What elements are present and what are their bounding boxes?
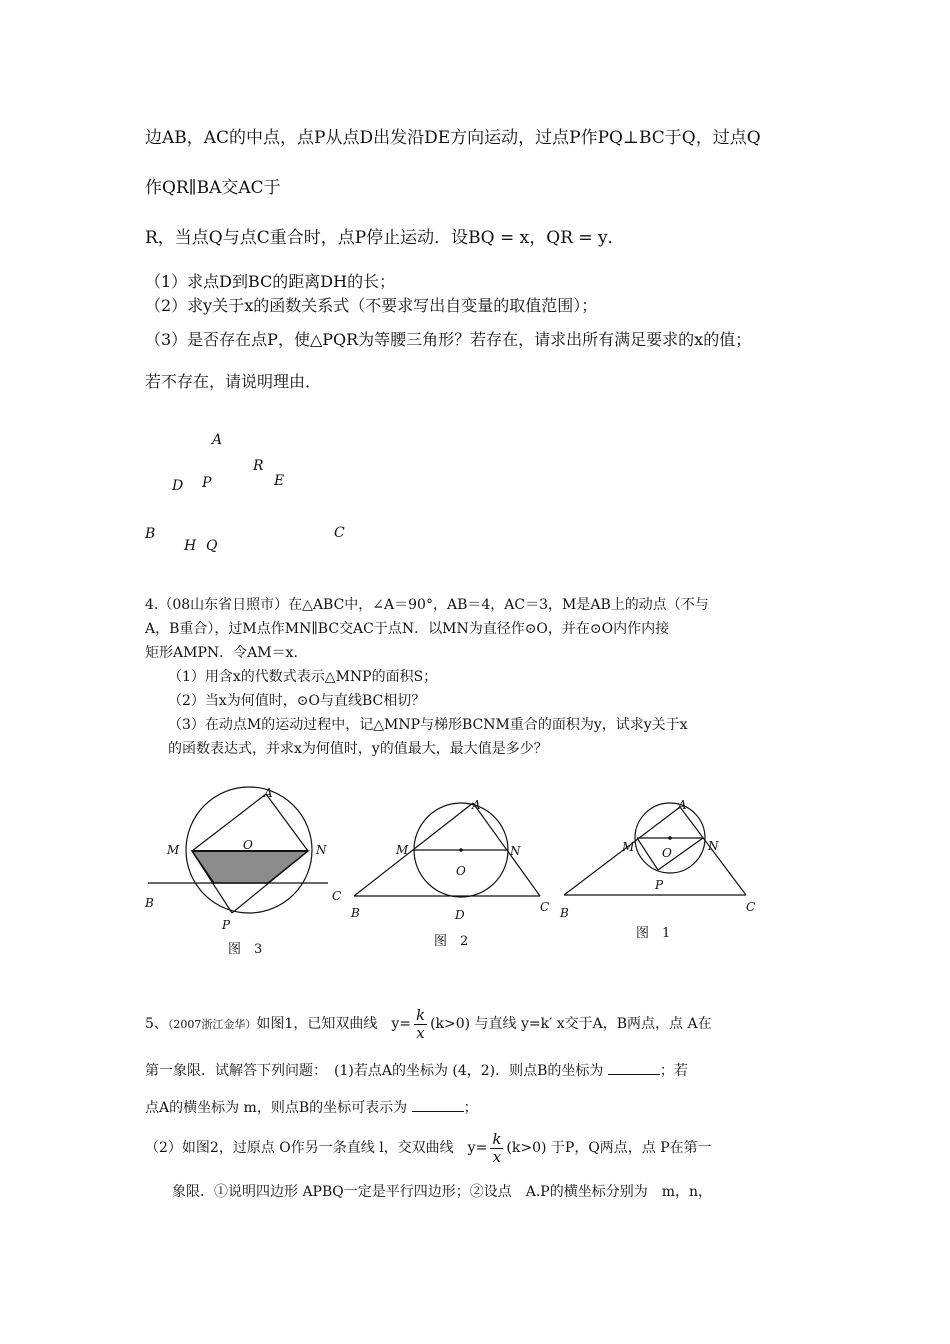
p5-line4 (145, 1128, 712, 1168)
p3-label-r: R (253, 458, 264, 474)
p5-line4-a: （2）如图2，过原点 O作另一条直线 l，交双曲线 y= (145, 1140, 488, 1156)
p4-line3: 矩形AMPN．令AM＝x． (145, 645, 308, 661)
p4-question-3: （3）在动点M的运动过程中，记△MNP与梯形BCNM重合的面积为y，试求y关于x (168, 717, 688, 733)
p5-line5: 象限．①说明四边形 APBQ一定是平行四边形；②设点 A.P的横坐标分别为 m，n， (172, 1184, 713, 1200)
p5-fraction-2 (490, 1131, 503, 1166)
p5-line3-b: ； (463, 1100, 478, 1116)
p5-source: （2007浙江金华） (167, 1018, 257, 1031)
figure-1-caption: 图 1 (636, 926, 671, 941)
p3-label-b: B (145, 526, 156, 542)
p3-question-3: （3）是否存在点P，使△PQR为等腰三角形？若存在，请求出所有满足要求的x的值； (145, 330, 752, 349)
fig2-label-c: C (540, 900, 550, 914)
answer-blank-2[interactable] (412, 1097, 464, 1112)
p3-line1: 边AB，AC的中点，点P从点D出发沿DE方向运动，过点P作PQ⊥BC于Q，过点Q (145, 128, 761, 148)
p5-fraction-1 (414, 1007, 427, 1042)
p5-line4-b: (k>0) 于P，Q两点，点 P在第一 (506, 1140, 712, 1156)
p5-line2 (145, 1060, 688, 1081)
figure-3-caption: 图 3 (228, 942, 263, 957)
fig2-label-m: M (396, 843, 409, 857)
fig3-label-c: C (332, 889, 342, 903)
p3-label-h: H (184, 538, 197, 554)
fig3-label-m: M (167, 843, 180, 857)
p3-label-q: Q (206, 538, 218, 554)
fraction-denominator: x (492, 1147, 502, 1166)
fraction-numerator: k (492, 1129, 502, 1148)
p5-line1 (145, 1004, 712, 1045)
fig1-label-p: P (655, 878, 664, 892)
p3-label-d: D (172, 478, 184, 494)
p4-question-3b: 的函数表达式，并求x为何值时，y的值最大，最大值是多少？ (168, 741, 548, 757)
fig1-label-b: B (560, 906, 569, 920)
fig3-label-o: O (243, 838, 253, 852)
p4-line2: A，B重合），过M点作MN∥BC交AC于点N．以MN为直径作⊙O，并在⊙O内作内接 (145, 621, 670, 637)
p4-question-2: （2）当x为何值时，⊙O与直线BC相切？ (168, 693, 426, 709)
p3-label-e: E (274, 473, 285, 489)
p3-label-c: C (334, 525, 345, 541)
fig1-label-m: M (622, 840, 635, 854)
p3-line2: 作QR∥BA交AC于 (145, 178, 281, 198)
p3-question-2: （2）求y关于x的函数关系式（不要求写出自变量的取值范围）； (145, 296, 598, 315)
p5-line1-b: (k>0) 与直线 y=k′ x交于A，B两点，点 A在 (430, 1016, 712, 1032)
p5-line3-a: 点A的横坐标为 m，则点B的坐标可表示为 (145, 1100, 408, 1116)
fraction-denominator: x (416, 1023, 425, 1042)
answer-blank-1[interactable] (608, 1060, 660, 1075)
fig2-label-n: N (510, 844, 521, 858)
fig2-label-d: D (455, 908, 465, 922)
fig3-label-a: A (264, 786, 273, 800)
p4-question-1: （1）用含x的代数式表示△MNP的面积S； (168, 669, 438, 685)
p5-number: 5、 (145, 1016, 168, 1032)
p5-line1-a: 如图1，已知双曲线 y= (256, 1016, 411, 1032)
fig2-label-b: B (351, 906, 360, 920)
fig3-label-n: N (316, 843, 327, 857)
fraction-numerator: k (415, 1005, 426, 1024)
p3-question-1: （1）求点D到BC的距离DH的长； (145, 272, 396, 291)
figure-3-diagram (140, 780, 350, 940)
fig3-label-p: P (222, 918, 231, 932)
p3-label-a: A (212, 432, 223, 448)
fig1-label-a: A (678, 798, 687, 812)
p5-line3 (145, 1097, 478, 1118)
p5-line2-b: ；若 (659, 1063, 688, 1079)
p5-line2-a: 第一象限．试解答下列问题： (1)若点A的坐标为 (4，2)．则点B的坐标为 (145, 1063, 604, 1079)
fig1-label-o: O (662, 846, 672, 860)
fig1-label-n: N (708, 839, 719, 853)
fig2-label-a: A (472, 798, 481, 812)
p3-line3: R，当点Q与点C重合时，点P停止运动．设BQ = x，QR = y． (145, 228, 625, 248)
p4-line1: 4.（08山东省日照市）在△ABC中，∠A＝90°，AB＝4，AC＝3，M是AB上的动点（不与 (145, 597, 709, 613)
fig1-label-c: C (746, 900, 756, 914)
p3-label-p: P (202, 475, 212, 491)
fig3-label-b: B (145, 896, 154, 910)
p3-question-3b: 若不存在，请说明理由． (145, 372, 322, 391)
figure-2-caption: 图 2 (434, 934, 469, 949)
fig2-label-o: O (456, 864, 466, 878)
